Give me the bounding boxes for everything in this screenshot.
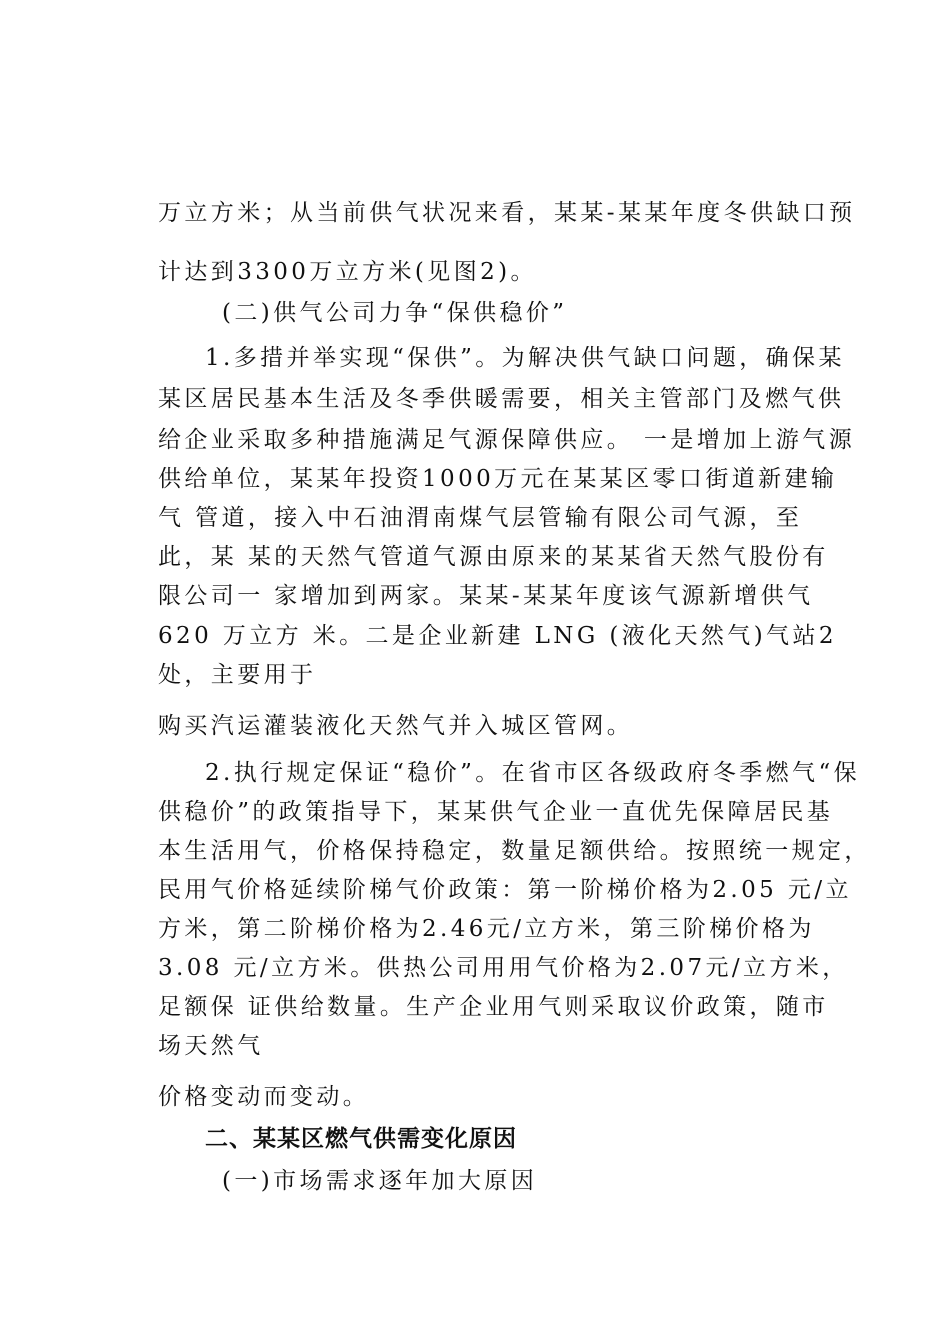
paragraph-line-16: 本生活用气，价格保持稳定，数量足额供给。按照统一规定，: [158, 838, 871, 864]
paragraph-line-1: 万立方米；从当前供气状况来看，某某-某某年度冬供缺口预: [158, 200, 856, 226]
paragraph-line-9: 此，某 某的天然气管道气源由原来的某某省天然气股份有: [158, 544, 829, 570]
paragraph-line-4: 1.多措并举实现“保供”。为解决供气缺口问题，确保某: [205, 345, 845, 371]
paragraph-line-10: 限公司一 家增加到两家。某某-某某年度该气源新增供气: [158, 583, 814, 609]
paragraph-line-13: 购买汽运灌装液化天然气并入城区管网。: [158, 713, 634, 739]
section-heading: 二、某某区燃气供需变化原因: [205, 1126, 517, 1152]
paragraph-line-11: 620 万立方 米。二是企业新建 LNG (液化天然气)气站2: [158, 623, 837, 649]
paragraph-line-22: 价格变动而变动。: [158, 1084, 370, 1110]
paragraph-line-7: 供给单位，某某年投资1000万元在某某区零口街道新建输: [158, 466, 838, 492]
paragraph-line-6: 给企业采取多种措施满足气源保障供应。 一是增加上游气源: [158, 427, 856, 453]
section-subtitle-demand: (一)市场需求逐年加大原因: [222, 1168, 538, 1194]
paragraph-line-18: 方米，第二阶梯价格为2.46元/立方米，第三阶梯价格为: [158, 916, 815, 942]
paragraph-line-5: 某区居民基本生活及冬季供暖需要，相关主管部门及燃气供: [158, 386, 845, 412]
paragraph-line-21: 场天然气: [158, 1033, 264, 1059]
paragraph-line-19: 3.08 元/立方米。供热公司用用气价格为2.07元/立方米，: [158, 955, 849, 981]
paragraph-line-12: 处，主要用于: [158, 662, 317, 688]
paragraph-line-17: 民用气价格延续阶梯气价政策：第一阶梯价格为2.05 元/立: [158, 877, 852, 903]
paragraph-line-14: 2.执行规定保证“稳价”。在省市区各级政府冬季燃气“保: [205, 760, 861, 786]
paragraph-line-20: 足额保 证供给数量。生产企业用气则采取议价政策，随市: [158, 994, 829, 1020]
paragraph-line-8: 气 管道，接入中石油渭南煤气层管输有限公司气源，至: [158, 505, 803, 531]
paragraph-line-15: 供稳价”的政策指导下，某某供气企业一直优先保障居民基: [158, 799, 834, 825]
paragraph-line-2: 计达到3300万立方米(见图2)。: [158, 259, 537, 285]
section-subtitle-supply: (二)供气公司力争“保供稳价”: [222, 300, 568, 326]
